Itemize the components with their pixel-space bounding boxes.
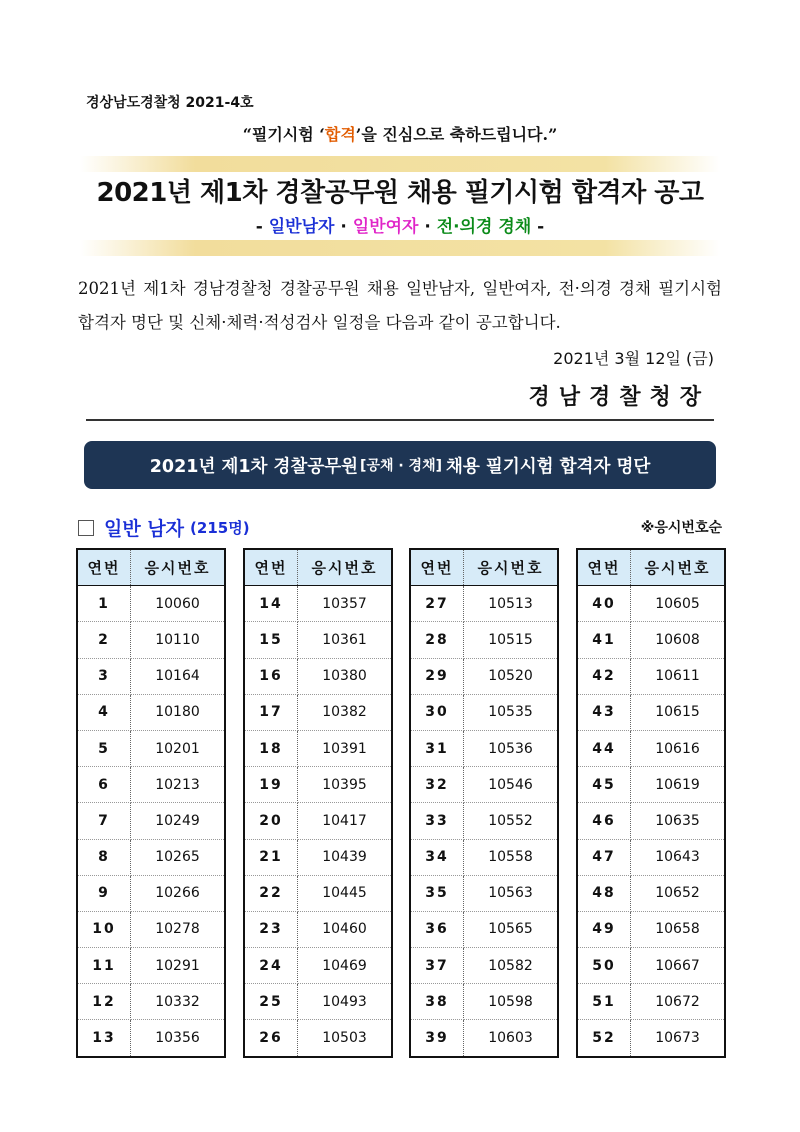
column-header-exam-no: 응시번호	[464, 549, 559, 586]
exam-number: 10266	[131, 875, 226, 911]
serial-number: 34	[410, 839, 464, 875]
table-row	[77, 694, 225, 730]
exam-number: 10658	[631, 911, 726, 947]
exam-number: 10643	[631, 839, 726, 875]
exam-number: 10503	[322, 1030, 367, 1047]
exam-number: 10603	[488, 1030, 533, 1047]
table-row	[577, 694, 725, 730]
exam-number: 10563	[464, 875, 559, 911]
exam-number: 10513	[464, 586, 559, 622]
serial-number: 44	[577, 730, 631, 766]
serial-number: 42	[577, 658, 631, 694]
subtitle-separator: ·	[334, 217, 353, 237]
table-row	[410, 839, 558, 875]
table-row	[244, 839, 392, 875]
issue-number: 경상남도경찰청 2021-4호	[86, 95, 254, 111]
table-row	[410, 984, 558, 1020]
table-row	[77, 839, 225, 875]
serial-number: 5	[77, 730, 131, 766]
exam-number: 10616	[631, 730, 726, 766]
serial-number: 32	[410, 767, 464, 803]
section-count: (215명)	[190, 519, 250, 537]
signer-name: 경남경찰청장	[528, 384, 710, 410]
exam-number: 10672	[631, 984, 726, 1020]
serial-number: 16	[244, 658, 298, 694]
exam-number: 10619	[631, 767, 726, 803]
table-header-row	[410, 549, 558, 586]
table-row	[410, 730, 558, 766]
serial-number: 21	[244, 839, 298, 875]
exam-number: 10536	[464, 730, 559, 766]
exam-number: 10201	[131, 730, 226, 766]
serial-number: 20	[244, 803, 298, 839]
serial-number: 30	[410, 694, 464, 730]
exam-number: 10615	[631, 694, 726, 730]
serial-number: 10	[77, 911, 131, 947]
exam-number: 10213	[131, 767, 226, 803]
column-header-no: 연번	[244, 549, 298, 586]
congrats-highlight: 합격	[324, 125, 356, 144]
serial-number: 45	[577, 767, 631, 803]
serial-number: 12	[77, 984, 131, 1020]
serial-number: 4	[77, 694, 131, 730]
roster-table-2	[243, 548, 393, 1058]
table-row	[77, 911, 225, 947]
table-header-row	[577, 549, 725, 586]
serial-number: 27	[410, 586, 464, 622]
table-row	[244, 875, 392, 911]
exam-number: 10611	[631, 658, 726, 694]
serial-number: 26	[244, 1020, 298, 1057]
exam-number: 10535	[464, 694, 559, 730]
exam-number: 10598	[464, 984, 559, 1020]
exam-number: 10265	[131, 839, 226, 875]
table-row	[77, 1020, 225, 1057]
subtitle-dash-right: -	[531, 217, 545, 237]
roster-table-4	[576, 548, 726, 1058]
decorative-band-top	[80, 156, 720, 172]
table-row	[577, 803, 725, 839]
list-banner	[84, 441, 716, 489]
table-row	[577, 875, 725, 911]
exam-number: 10164	[131, 658, 226, 694]
serial-number: 50	[577, 948, 631, 984]
serial-number: 19	[244, 767, 298, 803]
serial-number: 33	[410, 803, 464, 839]
column-header-exam-no: 응시번호	[298, 549, 393, 586]
section-title: 일반 남자	[104, 518, 185, 540]
exam-number: 10395	[298, 767, 393, 803]
table-row	[410, 694, 558, 730]
table-row	[577, 730, 725, 766]
table-row	[577, 948, 725, 984]
exam-number: 10673	[655, 1030, 700, 1047]
exam-number: 10460	[298, 911, 393, 947]
table-row	[244, 622, 392, 658]
exam-number: 10552	[464, 803, 559, 839]
exam-number: 10439	[298, 839, 393, 875]
serial-number: 31	[410, 730, 464, 766]
table-row	[410, 875, 558, 911]
serial-number: 37	[410, 948, 464, 984]
serial-number: 3	[77, 658, 131, 694]
subtitle-category-female: 일반여자	[352, 217, 419, 237]
exam-number: 10515	[464, 622, 559, 658]
exam-number: 10417	[298, 803, 393, 839]
column-header-no: 연번	[410, 549, 464, 586]
table-row	[77, 803, 225, 839]
exam-number: 10249	[131, 803, 226, 839]
serial-number: 8	[77, 839, 131, 875]
serial-number: 47	[577, 839, 631, 875]
exam-number: 10565	[464, 911, 559, 947]
serial-number: 1	[77, 586, 131, 622]
exam-number: 10469	[298, 948, 393, 984]
serial-number: 38	[410, 984, 464, 1020]
table-row	[244, 658, 392, 694]
table-row	[244, 767, 392, 803]
exam-number: 10582	[464, 948, 559, 984]
roster-table-1	[76, 548, 226, 1058]
table-row	[577, 1020, 725, 1057]
serial-number: 9	[77, 875, 131, 911]
decorative-band-bottom	[80, 240, 720, 256]
checkbox-icon	[78, 520, 94, 536]
table-row	[410, 911, 558, 947]
exam-number: 10356	[155, 1030, 200, 1047]
exam-number: 10361	[298, 622, 393, 658]
table-row	[244, 730, 392, 766]
serial-number: 17	[244, 694, 298, 730]
congratulation-line	[0, 122, 800, 145]
serial-number: 11	[77, 948, 131, 984]
exam-number: 10060	[131, 586, 226, 622]
serial-number: 7	[77, 803, 131, 839]
table-row	[244, 1020, 392, 1057]
divider	[86, 419, 714, 421]
table-row	[410, 658, 558, 694]
table-row	[577, 767, 725, 803]
serial-number: 14	[244, 586, 298, 622]
exam-number: 10382	[298, 694, 393, 730]
serial-number: 39	[410, 1020, 464, 1057]
serial-number: 18	[244, 730, 298, 766]
table-row	[244, 984, 392, 1020]
serial-number: 36	[410, 911, 464, 947]
banner-text-start: 2021년 제1차 경찰공무원	[149, 456, 359, 477]
serial-number: 35	[410, 875, 464, 911]
serial-number: 48	[577, 875, 631, 911]
table-row	[577, 911, 725, 947]
subtitle-separator: ·	[418, 217, 437, 237]
exam-number: 10278	[131, 911, 226, 947]
exam-number: 10546	[464, 767, 559, 803]
table-row	[577, 586, 725, 622]
table-row	[410, 586, 558, 622]
exam-number: 10667	[631, 948, 726, 984]
serial-number: 41	[577, 622, 631, 658]
serial-number: 49	[577, 911, 631, 947]
subtitle-dash-left: -	[255, 217, 269, 237]
exam-number: 10558	[464, 839, 559, 875]
table-row	[77, 622, 225, 658]
serial-number: 46	[577, 803, 631, 839]
column-header-no: 연번	[577, 549, 631, 586]
table-row	[410, 622, 558, 658]
exam-number: 10380	[298, 658, 393, 694]
banner-text-end: 채용 필기시험 합격자 명단	[446, 456, 651, 477]
exam-number: 10652	[631, 875, 726, 911]
serial-number: 25	[244, 984, 298, 1020]
table-row	[577, 622, 725, 658]
table-row	[77, 875, 225, 911]
table-row	[244, 911, 392, 947]
serial-number: 15	[244, 622, 298, 658]
exam-number: 10493	[298, 984, 393, 1020]
table-header-row	[77, 549, 225, 586]
serial-number: 22	[244, 875, 298, 911]
exam-number: 10291	[131, 948, 226, 984]
page-title: 2021년 제1차 경찰공무원 채용 필기시험 합격자 공고	[96, 178, 704, 208]
exam-number: 10635	[631, 803, 726, 839]
roster-table-3	[409, 548, 559, 1058]
table-row	[77, 730, 225, 766]
table-row	[244, 586, 392, 622]
serial-number: 52	[577, 1020, 631, 1057]
announcement-paragraph: 2021년 제1차 경남경찰청 경찰공무원 채용 일반남자, 일반여자, 전·의경 경채 필기시험 합격자 명단 및 신체·체력·적성검사 일정을 다음과 같이 공고합니다.	[78, 279, 722, 332]
exam-number: 10391	[298, 730, 393, 766]
table-row	[77, 586, 225, 622]
announcement-date: 2021년 3월 12일 (금)	[553, 349, 714, 368]
exam-number: 10357	[298, 586, 393, 622]
serial-number: 23	[244, 911, 298, 947]
serial-number: 43	[577, 694, 631, 730]
table-row	[577, 839, 725, 875]
congrats-text-start: “필기시험 ‘	[242, 125, 325, 144]
serial-number: 6	[77, 767, 131, 803]
table-row	[410, 767, 558, 803]
subtitle-category-male: 일반남자	[268, 217, 335, 237]
serial-number: 40	[577, 586, 631, 622]
serial-number: 13	[77, 1020, 131, 1057]
table-header-row	[244, 549, 392, 586]
exam-number: 10520	[464, 658, 559, 694]
exam-number: 10180	[131, 694, 226, 730]
table-row	[577, 658, 725, 694]
table-row	[410, 1020, 558, 1057]
page-subtitle	[0, 212, 800, 237]
serial-number: 28	[410, 622, 464, 658]
table-row	[77, 767, 225, 803]
exam-number: 10445	[298, 875, 393, 911]
table-row	[77, 658, 225, 694]
serial-number: 24	[244, 948, 298, 984]
column-header-exam-no: 응시번호	[131, 549, 226, 586]
subtitle-category-veteran: 전·의경 경채	[436, 217, 532, 237]
exam-number: 10605	[631, 586, 726, 622]
table-row	[77, 984, 225, 1020]
table-row	[410, 803, 558, 839]
order-note: ※응시번호순	[640, 520, 722, 536]
serial-number: 29	[410, 658, 464, 694]
exam-number: 10608	[631, 622, 726, 658]
column-header-exam-no: 응시번호	[631, 549, 726, 586]
table-row	[244, 948, 392, 984]
exam-number: 10332	[131, 984, 226, 1020]
table-row	[410, 948, 558, 984]
table-row	[577, 984, 725, 1020]
banner-bracket-text: [공채 · 경채]	[360, 458, 443, 474]
section-heading	[78, 514, 250, 541]
table-row	[244, 803, 392, 839]
exam-number: 10110	[131, 622, 226, 658]
table-row	[77, 948, 225, 984]
serial-number: 2	[77, 622, 131, 658]
table-row	[244, 694, 392, 730]
column-header-no: 연번	[77, 549, 131, 586]
serial-number: 51	[577, 984, 631, 1020]
congrats-text-end: ’을 진심으로 축하드립니다.”	[355, 125, 558, 144]
